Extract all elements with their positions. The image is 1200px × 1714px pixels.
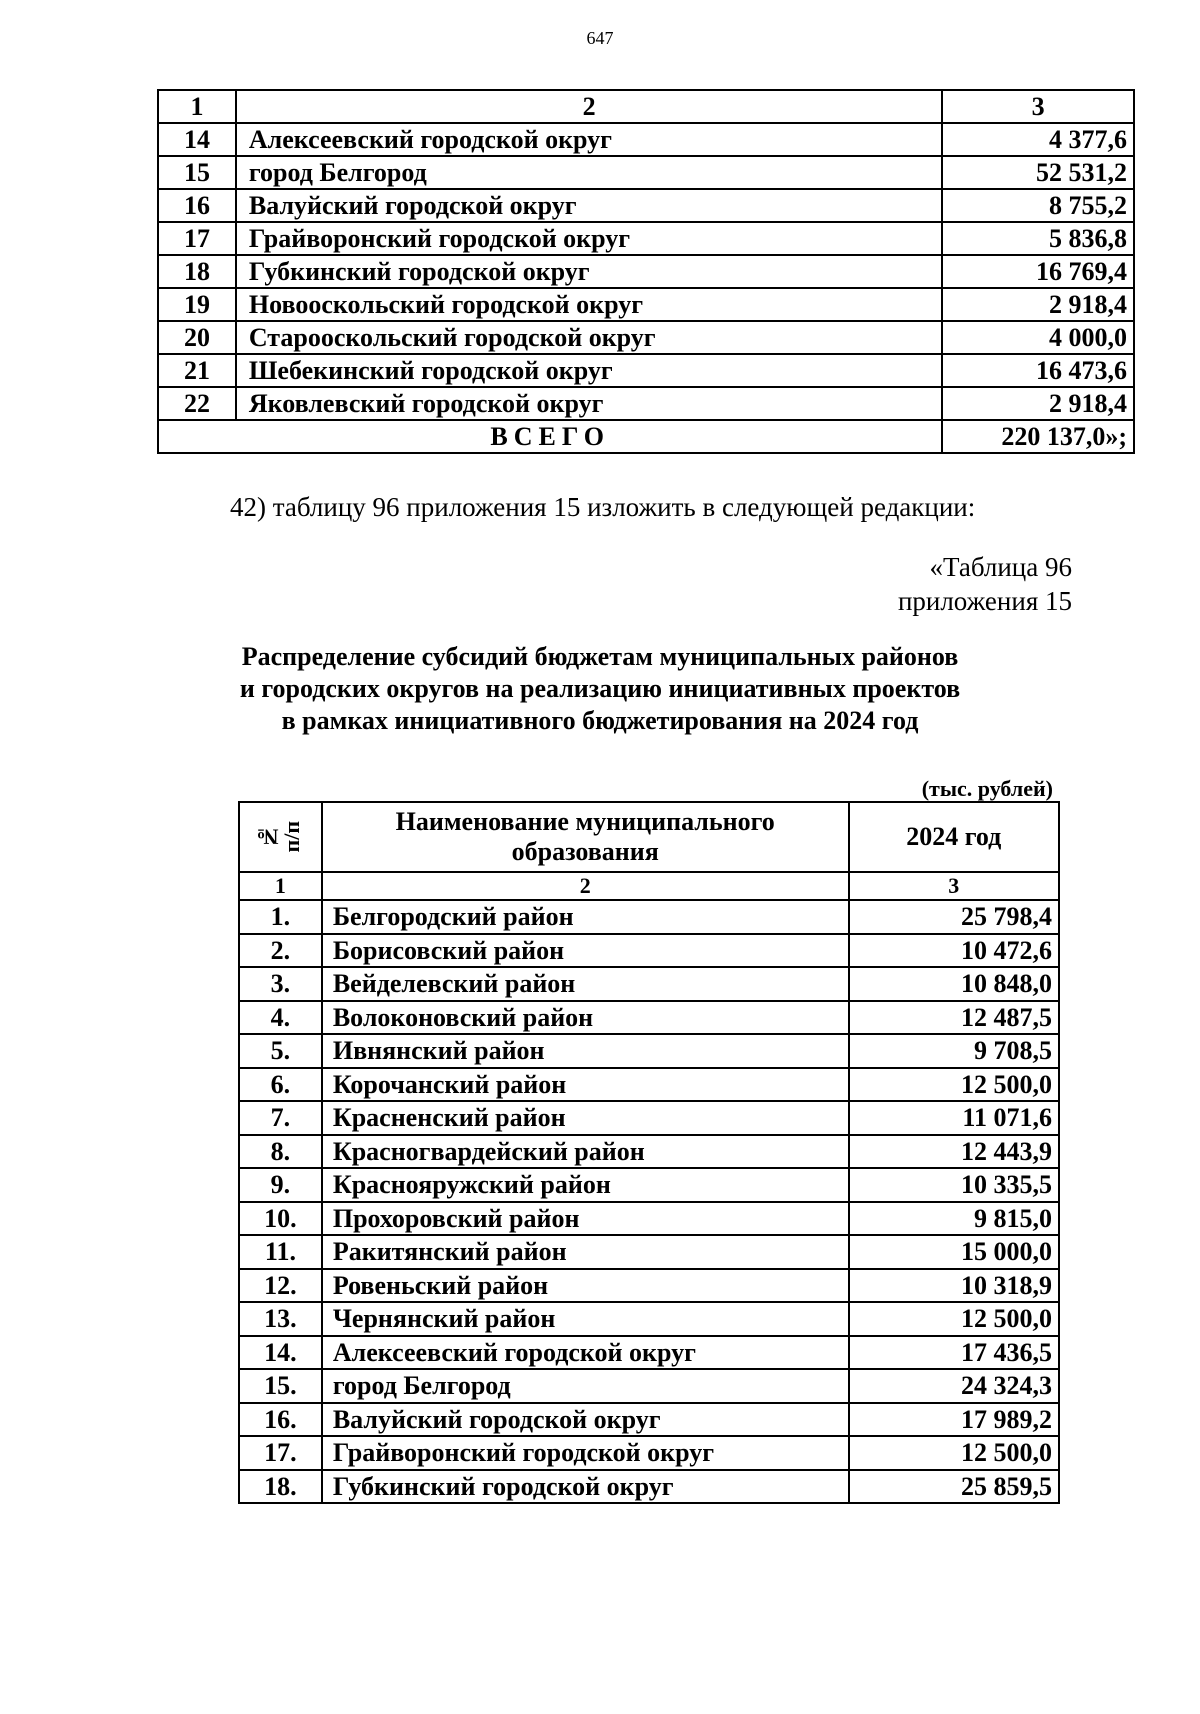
amount-value: 17 989,2 [849,1403,1059,1437]
row-number: 18. [239,1470,322,1504]
municipality-name: Прохоровский район [322,1202,849,1236]
table-row [158,387,1134,420]
row-number: 10. [239,1202,322,1236]
table2-head-year: 2024 год [849,802,1059,872]
amount-value: 10 472,6 [849,934,1059,968]
municipality-name: Ровеньский район [322,1269,849,1303]
row-number: 11. [239,1235,322,1269]
table2-head-name: Наименование муниципального образования [322,802,849,872]
table2-index-3: 3 [849,872,1059,900]
amount-value: 16 473,6 [942,354,1134,387]
amount-value: 12 443,9 [849,1135,1059,1169]
table-row [239,900,1059,934]
table-title-line3: в рамках инициативного бюджетирования на 2024 год [281,706,919,735]
table-row [158,189,1134,222]
table-row [239,1336,1059,1370]
row-number: 14 [158,123,236,156]
municipality-name: Волоконовский район [322,1001,849,1035]
row-number: 1. [239,900,322,934]
row-number: 16. [239,1403,322,1437]
page-number: 647 [586,28,614,48]
row-number: 3. [239,967,322,1001]
total-label: ВСЕГО [158,420,942,453]
municipality-name: Чернянский район [322,1302,849,1336]
row-number: 16 [158,189,236,222]
table-row [158,156,1134,189]
table-row [239,1436,1059,1470]
table1-col-value: 3 [942,90,1134,123]
municipality-name: Губкинский городской округ [236,255,942,288]
number-column-heading: № п/п [255,821,305,853]
amount-value: 12 500,0 [849,1302,1059,1336]
amount-value: 2 918,4 [942,288,1134,321]
table-row [158,222,1134,255]
table2-index-1: 1 [239,872,322,900]
table-reference-line1: «Таблица 96 [929,552,1072,582]
municipality-name: Яковлевский городской округ [236,387,942,420]
amount-value: 10 848,0 [849,967,1059,1001]
amount-value: 52 531,2 [942,156,1134,189]
subsidy-distribution-table [238,801,1060,1504]
table-row [239,1168,1059,1202]
table-row [158,354,1134,387]
table-row [239,1135,1059,1169]
amendment-instruction: 42) таблицу 96 приложения 15 изложить в следующей редакции: [230,492,976,522]
row-number: 22 [158,387,236,420]
row-number: 14. [239,1336,322,1370]
row-number: 15. [239,1369,322,1403]
table-title-line1: Распределение субсидий бюджетам муниципальных районов [241,642,959,671]
municipality-name: Валуйский городской округ [236,189,942,222]
row-number: 6. [239,1068,322,1102]
table-reference [898,550,1072,618]
municipality-name: Корочанский район [322,1068,849,1102]
table-row [239,1403,1059,1437]
amount-value: 12 500,0 [849,1068,1059,1102]
amount-value: 11 071,6 [849,1101,1059,1135]
row-number: 18 [158,255,236,288]
municipality-name: Шебекинский городской округ [236,354,942,387]
amount-value: 8 755,2 [942,189,1134,222]
table-row [239,1302,1059,1336]
row-number: 21 [158,354,236,387]
table-row [239,1202,1059,1236]
table1-body [158,90,1134,420]
total-value: 220 137,0»; [942,420,1134,453]
municipality-name: Валуйский городской округ [322,1403,849,1437]
municipality-name: Краснояружский район [322,1168,849,1202]
table-row [239,1369,1059,1403]
municipality-name: Ракитянский район [322,1235,849,1269]
table-row [239,934,1059,968]
table2-body [239,802,1059,1503]
row-number: 13. [239,1302,322,1336]
table-row [239,1470,1059,1504]
municipality-name: город Белгород [236,156,942,189]
row-number: 9. [239,1168,322,1202]
amount-value: 16 769,4 [942,255,1134,288]
municipality-name: Новооскольский городской округ [236,288,942,321]
row-number: 5. [239,1034,322,1068]
allocation-table-continued [157,89,1135,454]
table-title [0,641,1200,737]
table1-col-number: 1 [158,90,236,123]
table-row [158,321,1134,354]
table2-index-2: 2 [322,872,849,900]
amount-value: 4 377,6 [942,123,1134,156]
row-number: 20 [158,321,236,354]
table-row [239,1101,1059,1135]
row-number: 15 [158,156,236,189]
municipality-name: город Белгород [322,1369,849,1403]
table-row [158,255,1134,288]
municipality-name: Грайворонский городской округ [236,222,942,255]
table-title-line2: и городских округов на реализацию инициативных проектов [239,674,961,703]
row-number: 7. [239,1101,322,1135]
table-row [239,1235,1059,1269]
amount-value: 24 324,3 [849,1369,1059,1403]
municipality-name: Борисовский район [322,934,849,968]
table-row [239,1068,1059,1102]
table-row [158,123,1134,156]
municipality-name: Алексеевский городской округ [322,1336,849,1370]
row-number: 17 [158,222,236,255]
amount-value: 12 487,5 [849,1001,1059,1035]
amount-value: 25 859,5 [849,1470,1059,1504]
amount-value: 10 335,5 [849,1168,1059,1202]
units-label: (тыс. рублей) [921,776,1053,801]
table1-total-row [158,420,1134,453]
municipality-name: Алексеевский городской округ [236,123,942,156]
row-number: 2. [239,934,322,968]
amount-value: 12 500,0 [849,1436,1059,1470]
amount-value: 9 815,0 [849,1202,1059,1236]
amount-value: 15 000,0 [849,1235,1059,1269]
row-number: 8. [239,1135,322,1169]
row-number: 4. [239,1001,322,1035]
table2-index-row [239,872,1059,900]
municipality-name: Грайворонский городской округ [322,1436,849,1470]
table2-header-row [239,802,1059,872]
municipality-name: Красногвардейский район [322,1135,849,1169]
table-row [158,288,1134,321]
amount-value: 10 318,9 [849,1269,1059,1303]
amount-value: 17 436,5 [849,1336,1059,1370]
table1-header-row [158,90,1134,123]
row-number: 19 [158,288,236,321]
row-number: 12. [239,1269,322,1303]
table-row [239,967,1059,1001]
municipality-name: Старооскольский городской округ [236,321,942,354]
municipality-name: Губкинский городской округ [322,1470,849,1504]
amount-value: 4 000,0 [942,321,1134,354]
table-row [239,1269,1059,1303]
row-number: 17. [239,1436,322,1470]
municipality-name: Красненский район [322,1101,849,1135]
table1-col-name: 2 [236,90,942,123]
table-row [239,1034,1059,1068]
municipality-name: Белгородский район [322,900,849,934]
amount-value: 2 918,4 [942,387,1134,420]
amount-value: 5 836,8 [942,222,1134,255]
municipality-name: Ивнянский район [322,1034,849,1068]
table-row [239,1001,1059,1035]
amount-value: 9 708,5 [849,1034,1059,1068]
municipality-name: Вейделевский район [322,967,849,1001]
table2-head-number [239,802,322,872]
amount-value: 25 798,4 [849,900,1059,934]
table-reference-line2: приложения 15 [897,586,1072,616]
